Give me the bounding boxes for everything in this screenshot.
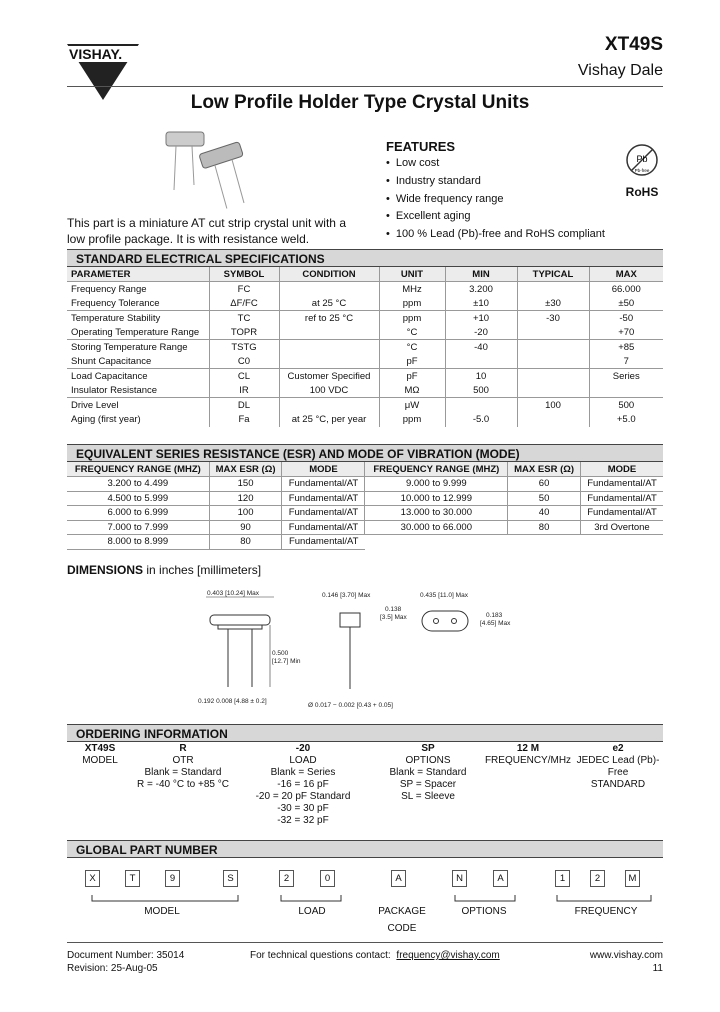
ordering-code: SP bbox=[421, 743, 435, 754]
ordering-code: XT49S bbox=[84, 743, 116, 754]
page-title: Low Profile Holder Type Crystal Units bbox=[190, 92, 530, 113]
esr-cell: Fundamental/AT bbox=[580, 477, 663, 492]
gpn-box: 2 bbox=[590, 870, 605, 887]
spec-cell: 3.200 bbox=[445, 282, 517, 297]
spec-cell: TC bbox=[209, 311, 279, 326]
ordering-label: OPTIONS bbox=[405, 755, 451, 766]
spec-cell bbox=[445, 354, 517, 369]
ordering-label: OTR bbox=[172, 755, 194, 766]
col-parameter: PARAMETER bbox=[67, 267, 209, 282]
col-mode: MODE bbox=[580, 462, 663, 477]
spec-cell: ppm bbox=[379, 412, 445, 427]
esr-cell: 9.000 to 9.999 bbox=[365, 477, 508, 492]
feature-item: • Low cost bbox=[386, 156, 605, 174]
spec-row bbox=[67, 282, 663, 297]
dim-top-height: 0.183 bbox=[486, 612, 503, 619]
ordering-desc: Blank = Series bbox=[270, 767, 336, 778]
gpn-box: S bbox=[223, 870, 238, 887]
ordering-desc: Blank = Standard bbox=[144, 767, 222, 778]
ordering-desc: R = -40 °C to +85 °C bbox=[137, 779, 229, 790]
ordering-desc: SP = Spacer bbox=[399, 779, 457, 790]
svg-text:Pb: Pb bbox=[636, 154, 648, 164]
spec-cell bbox=[279, 398, 379, 413]
gpn-label-model: MODEL bbox=[144, 906, 180, 917]
ordering-column bbox=[133, 743, 233, 827]
part-number: XT49S bbox=[604, 34, 663, 55]
features-list bbox=[386, 156, 605, 245]
ordering-label: LOAD bbox=[289, 755, 317, 766]
esr-cell: Fundamental/AT bbox=[580, 491, 663, 506]
gpn-box: 0 bbox=[320, 870, 335, 887]
esr-cell: Fundamental/AT bbox=[282, 520, 365, 535]
spec-cell: TSTG bbox=[209, 340, 279, 355]
esr-cell: 120 bbox=[209, 491, 282, 506]
ordering-desc: STANDARD bbox=[590, 779, 646, 790]
esr-cell: 30.000 to 66.000 bbox=[365, 520, 508, 535]
esr-heading: EQUIVALENT SERIES RESISTANCE (ESR) AND MODE OF VIBRATION (MODE) bbox=[67, 444, 663, 462]
dim-height: 0.500 bbox=[272, 650, 289, 657]
spec-row bbox=[67, 340, 663, 355]
spec-cell: +5.0 bbox=[589, 412, 663, 427]
esr-cell: 3rd Overtone bbox=[580, 520, 663, 535]
spec-cell: Temperature Stability bbox=[67, 311, 209, 326]
spec-row bbox=[67, 296, 663, 311]
feature-item: • Excellent aging bbox=[386, 209, 605, 227]
spec-cell bbox=[517, 369, 589, 384]
ordering-code: 12 M bbox=[516, 743, 540, 754]
contact-email-link[interactable]: frequency@vishay.com bbox=[396, 950, 500, 961]
spec-row bbox=[67, 383, 663, 398]
dim-seat: 0.138 bbox=[385, 606, 402, 613]
esr-cell bbox=[580, 535, 663, 550]
header-rule bbox=[67, 86, 663, 87]
spec-cell: C0 bbox=[209, 354, 279, 369]
spec-cell: ΔF/FC bbox=[209, 296, 279, 311]
esr-cell: 8.000 to 8.999 bbox=[67, 535, 209, 550]
spec-cell: pF bbox=[379, 369, 445, 384]
ordering-label: MODEL bbox=[82, 755, 118, 766]
spec-cell: 66.000 bbox=[589, 282, 663, 297]
spec-cell: ref to 25 °C bbox=[279, 311, 379, 326]
crystal-product-image bbox=[160, 130, 250, 210]
spec-cell bbox=[517, 340, 589, 355]
intro-text: This part is a miniature AT cut strip crystal unit with a low profile package. It is with resistance weld. bbox=[67, 216, 346, 246]
spec-cell: at 25 °C bbox=[279, 296, 379, 311]
spec-cell: ±50 bbox=[589, 296, 663, 311]
gpn-box: 1 bbox=[555, 870, 570, 887]
spec-cell bbox=[517, 325, 589, 340]
spec-cell: +85 bbox=[589, 340, 663, 355]
spec-row bbox=[67, 412, 663, 427]
esr-cell: 6.000 to 6.999 bbox=[67, 506, 209, 521]
spec-cell: -30 bbox=[517, 311, 589, 326]
esr-cell: 80 bbox=[209, 535, 282, 550]
spec-cell: °C bbox=[379, 325, 445, 340]
spec-cell: Insulator Resistance bbox=[71, 384, 158, 396]
dimensions-units: in inches [millimeters] bbox=[146, 563, 262, 577]
gpn-box: X bbox=[85, 870, 100, 887]
spec-cell: μW bbox=[379, 398, 445, 413]
feature-item: • Industry standard bbox=[386, 174, 605, 192]
doc-number: Document Number: 35014 bbox=[67, 950, 185, 961]
spec-table bbox=[67, 267, 663, 427]
esr-cell: 7.000 to 7.999 bbox=[67, 520, 209, 535]
spec-cell: -50 bbox=[589, 311, 663, 326]
gpn-label-frequency: FREQUENCY bbox=[574, 906, 638, 917]
esr-cell: 4.500 to 5.999 bbox=[67, 491, 209, 506]
pb-free-icon bbox=[624, 142, 660, 178]
spec-row bbox=[67, 354, 663, 369]
spec-row bbox=[67, 398, 663, 413]
spec-cell: °C bbox=[379, 340, 445, 355]
ordering-desc: -32 = 32 pF bbox=[277, 815, 329, 826]
spec-cell bbox=[445, 398, 517, 413]
esr-cell: 150 bbox=[209, 477, 282, 492]
col-max-esr: MAX ESR (Ω) bbox=[508, 462, 581, 477]
pb-free-badge: Pb-free bbox=[634, 168, 650, 173]
spec-cell: pF bbox=[379, 354, 445, 369]
footer-rule bbox=[67, 942, 663, 943]
rohs-badge bbox=[620, 142, 664, 199]
dim-top-width: 0.435 [11.0] Max bbox=[420, 592, 468, 599]
esr-row bbox=[67, 535, 663, 550]
spec-cell: Drive Level bbox=[67, 398, 209, 413]
spec-cell: +70 bbox=[589, 325, 663, 340]
ordering-desc: Blank = Standard bbox=[389, 767, 467, 778]
spec-cell: -20 bbox=[445, 325, 517, 340]
manufacturer: Vishay Dale bbox=[577, 62, 663, 79]
gpn-box: 9 bbox=[165, 870, 180, 887]
esr-row bbox=[67, 520, 663, 535]
spec-row bbox=[67, 311, 663, 326]
spec-cell bbox=[517, 383, 589, 398]
spec-cell: Shunt Capacitance bbox=[71, 355, 152, 367]
col-freq-range: FREQUENCY RANGE (MHZ) bbox=[67, 462, 209, 477]
ordering-column bbox=[483, 743, 573, 827]
esr-section bbox=[67, 444, 663, 550]
spec-cell: -5.0 bbox=[445, 412, 517, 427]
esr-cell: 100 bbox=[209, 506, 282, 521]
gpn-brackets bbox=[67, 893, 663, 907]
ordering-section bbox=[67, 724, 663, 827]
spec-cell bbox=[279, 340, 379, 355]
rohs-label: RoHS bbox=[625, 185, 659, 199]
dimensions-title: DIMENSIONS bbox=[67, 563, 144, 577]
gpn-label-options: OPTIONS bbox=[461, 906, 507, 917]
spec-cell: 500 bbox=[589, 398, 663, 413]
ordering-desc: -16 = 16 pF bbox=[277, 779, 329, 790]
spec-cell: TOPR bbox=[209, 325, 279, 340]
col-typical: TYPICAL bbox=[517, 267, 589, 282]
spec-cell: Fa bbox=[209, 412, 279, 427]
spec-cell: 10 bbox=[445, 369, 517, 384]
spec-cell: 500 bbox=[445, 383, 517, 398]
brand-text: VISHAY. bbox=[69, 46, 123, 62]
spec-header-row bbox=[67, 267, 663, 282]
dimensions-drawing bbox=[190, 585, 530, 715]
spec-cell: Load Capacitance bbox=[67, 369, 209, 384]
features-heading: FEATURES bbox=[386, 139, 456, 154]
dim-thick: 0.146 [3.70] Max bbox=[322, 592, 371, 599]
ordering-column bbox=[233, 743, 373, 827]
esr-cell: Fundamental/AT bbox=[580, 506, 663, 521]
footer-contact bbox=[250, 950, 500, 961]
ordering-code: e2 bbox=[612, 743, 624, 754]
esr-header-row bbox=[67, 462, 663, 477]
spec-cell: ±10 bbox=[445, 296, 517, 311]
esr-cell: Fundamental/AT bbox=[282, 491, 365, 506]
spec-cell: ±30 bbox=[517, 296, 589, 311]
spec-cell bbox=[517, 282, 589, 297]
spec-cell: IR bbox=[209, 383, 279, 398]
col-max-esr: MAX ESR (Ω) bbox=[209, 462, 282, 477]
spec-cell: at 25 °C, per year bbox=[279, 412, 379, 427]
col-unit: UNIT bbox=[379, 267, 445, 282]
ordering-heading: ORDERING INFORMATION bbox=[67, 724, 663, 742]
gpn-heading: GLOBAL PART NUMBER bbox=[67, 840, 663, 858]
esr-cell: 40 bbox=[508, 506, 581, 521]
spec-cell bbox=[517, 354, 589, 369]
ordering-column bbox=[573, 743, 663, 827]
dim-top-height-mm: [4.65] Max bbox=[480, 620, 511, 627]
ordering-columns bbox=[67, 743, 663, 827]
col-mode: MODE bbox=[282, 462, 365, 477]
spec-cell: MHz bbox=[379, 282, 445, 297]
spec-cell: ppm bbox=[379, 311, 445, 326]
spec-cell: Storing Temperature Range bbox=[67, 340, 209, 355]
spec-cell: -40 bbox=[445, 340, 517, 355]
contact-label: For technical questions contact: bbox=[250, 950, 391, 961]
ordering-code: -20 bbox=[295, 743, 311, 754]
spec-cell: Series bbox=[589, 369, 663, 384]
spec-cell: Operating Temperature Range bbox=[71, 326, 200, 338]
ordering-desc: SL = Sleeve bbox=[401, 791, 455, 802]
ordering-code: R bbox=[179, 743, 187, 754]
spec-cell: FC bbox=[209, 282, 279, 297]
dim-seat-mm: [3.5] Max bbox=[380, 614, 407, 621]
esr-cell bbox=[508, 535, 581, 550]
spec-row bbox=[67, 325, 663, 340]
gpn-box: T bbox=[125, 870, 140, 887]
spec-section bbox=[67, 249, 663, 427]
esr-cell bbox=[365, 535, 508, 550]
spec-cell bbox=[279, 282, 379, 297]
feature-item: • Wide frequency range bbox=[386, 192, 605, 210]
spec-cell: Frequency Tolerance bbox=[71, 297, 160, 309]
col-min: MIN bbox=[445, 267, 517, 282]
esr-cell: Fundamental/AT bbox=[282, 535, 365, 550]
page-number: 11 bbox=[652, 963, 663, 974]
dim-pitch: 0.192 0.008 [4.88 ± 0.2] bbox=[198, 698, 267, 705]
esr-row bbox=[67, 477, 663, 492]
spec-cell: +10 bbox=[445, 311, 517, 326]
dim-height-mm: [12.7] Min bbox=[272, 658, 301, 665]
esr-cell: 13.000 to 30.000 bbox=[365, 506, 508, 521]
ordering-column bbox=[373, 743, 483, 827]
website-link[interactable]: www.vishay.com bbox=[589, 950, 663, 961]
esr-cell: 50 bbox=[508, 491, 581, 506]
gpn-section bbox=[67, 840, 663, 858]
gpn-box: M bbox=[625, 870, 640, 887]
spec-cell: ppm bbox=[379, 296, 445, 311]
gpn-box: A bbox=[391, 870, 406, 887]
esr-table bbox=[67, 462, 663, 550]
ordering-desc: -20 = 20 pF Standard bbox=[255, 791, 351, 802]
gpn-box: A bbox=[493, 870, 508, 887]
esr-row bbox=[67, 506, 663, 521]
vishay-logo bbox=[67, 28, 139, 100]
ordering-desc: -30 = 30 pF bbox=[277, 803, 329, 814]
col-symbol: SYMBOL bbox=[209, 267, 279, 282]
spec-cell: DL bbox=[209, 398, 279, 413]
spec-cell: Frequency Range bbox=[67, 282, 209, 297]
gpn-label-load: LOAD bbox=[298, 906, 326, 917]
spec-cell: MΩ bbox=[379, 383, 445, 398]
esr-cell: 10.000 to 12.999 bbox=[365, 491, 508, 506]
esr-row bbox=[67, 491, 663, 506]
revision: Revision: 25-Aug-05 bbox=[67, 963, 158, 974]
esr-cell: 90 bbox=[209, 520, 282, 535]
spec-cell bbox=[279, 325, 379, 340]
gpn-box: N bbox=[452, 870, 467, 887]
gpn-box: 2 bbox=[279, 870, 294, 887]
spec-cell bbox=[517, 412, 589, 427]
dim-lead: Ø 0.017 − 0.002 [0.43 + 0.05] bbox=[308, 702, 393, 709]
col-max: MAX bbox=[589, 267, 663, 282]
spec-cell: Customer Specified bbox=[279, 369, 379, 384]
spec-cell: CL bbox=[209, 369, 279, 384]
col-condition: CONDITION bbox=[279, 267, 379, 282]
spec-cell bbox=[589, 383, 663, 398]
esr-cell: 3.200 to 4.499 bbox=[67, 477, 209, 492]
ordering-label: FREQUENCY/MHz bbox=[484, 755, 572, 766]
esr-cell: 60 bbox=[508, 477, 581, 492]
dim-width: 0.403 [10.24] Max bbox=[207, 590, 260, 597]
spec-cell: 7 bbox=[589, 354, 663, 369]
dimensions-heading bbox=[67, 563, 261, 577]
ordering-desc: Free bbox=[607, 767, 629, 778]
gpn-label-code: CODE bbox=[387, 923, 417, 934]
esr-cell: Fundamental/AT bbox=[282, 506, 365, 521]
col-freq-range: FREQUENCY RANGE (MHZ) bbox=[365, 462, 508, 477]
spec-row bbox=[67, 369, 663, 384]
spec-cell: 100 VDC bbox=[279, 383, 379, 398]
spec-cell: Aging (first year) bbox=[71, 413, 141, 425]
ordering-column bbox=[67, 743, 133, 827]
spec-cell bbox=[279, 354, 379, 369]
esr-cell: 80 bbox=[508, 520, 581, 535]
esr-cell: Fundamental/AT bbox=[282, 477, 365, 492]
spec-cell: 100 bbox=[517, 398, 589, 413]
ordering-label: JEDEC Lead (Pb)- bbox=[576, 755, 660, 766]
feature-item: • 100 % Lead (Pb)-free and RoHS compliant bbox=[386, 227, 605, 245]
gpn-label-package: PACKAGE bbox=[378, 906, 426, 917]
spec-heading: STANDARD ELECTRICAL SPECIFICATIONS bbox=[67, 249, 663, 267]
